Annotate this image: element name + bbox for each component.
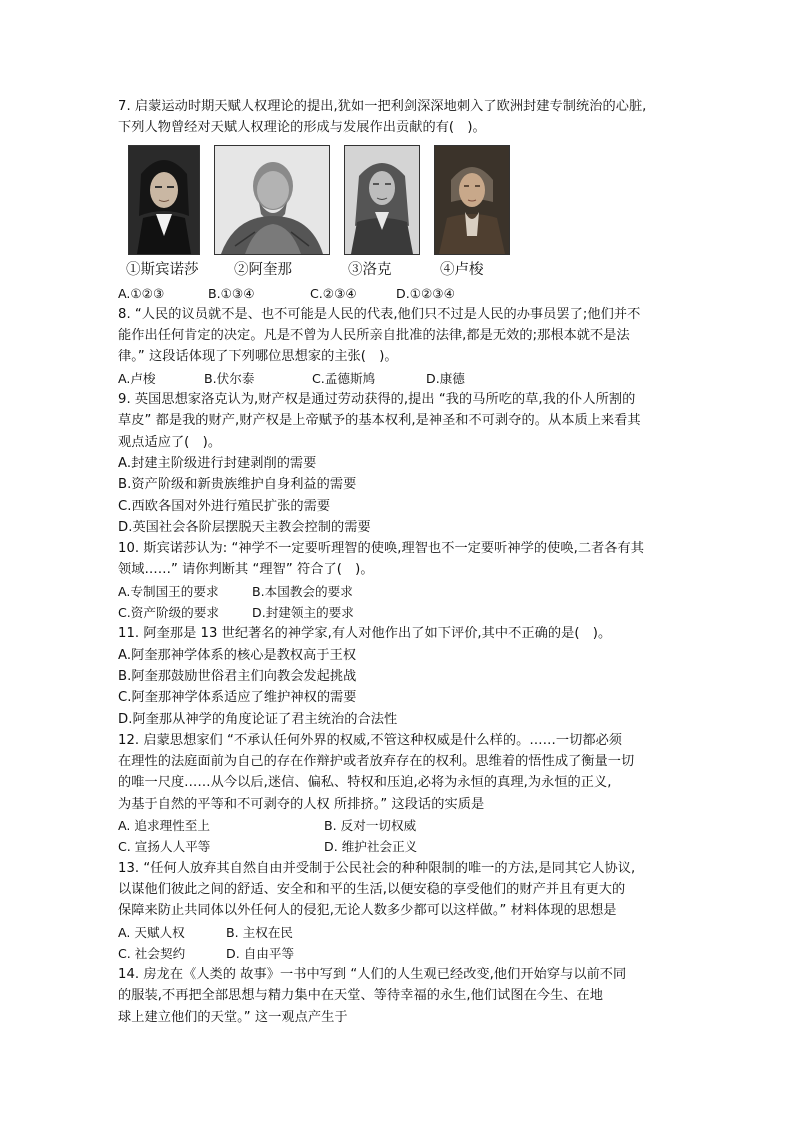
question-11 bbox=[118, 623, 688, 729]
option-a[interactable]: A.①②③ bbox=[118, 285, 165, 301]
question-12-stem-line: 在理性的法庭面前为自己的存在作辩护或者放弃存在的权利。思维着的悟性成了衡量一切 bbox=[118, 754, 635, 770]
question-14 bbox=[118, 964, 688, 1028]
question-9-stem-line: 观点适应了( )。 bbox=[118, 434, 222, 450]
option-a[interactable]: A.阿奎那神学体系的核心是教权高于王权 bbox=[118, 647, 357, 663]
question-12-stem-line: 的唯一尺度……从今以后,迷信、偏私、特权和压迫,必将为永恒的真理,为永恒的正义, bbox=[118, 775, 612, 791]
option-c[interactable]: C. 社会契约 bbox=[118, 945, 186, 961]
question-10-stem-line: 10. 斯宾诺莎认为: “神学不一定要听理智的使唤,理智也不一定要听神学的使唤,二者各有其 bbox=[118, 541, 645, 557]
option-b[interactable]: B.阿奎那鼓励世俗君主们向教会发起挑战 bbox=[118, 668, 357, 684]
portrait-spinoza bbox=[128, 145, 200, 255]
option-d[interactable]: D.封建领主的要求 bbox=[252, 605, 354, 621]
caption-spinoza: ①斯宾诺莎 bbox=[126, 261, 199, 278]
question-12-options-row bbox=[118, 815, 688, 836]
question-12-stem-line: 为基于自然的平等和不可剥夺的人权 所排挤。” 这段话的实质是 bbox=[118, 796, 485, 812]
question-13-stem-line: 保障来防止共同体以外任何人的侵犯,无论人数多少都可以这样做。” 材料体现的思想是 bbox=[118, 903, 617, 919]
question-13-stem-line: 13. “任何人放弃其自然自由并受制于公民社会的种种限制的唯一的方法,是同其它人协议, bbox=[118, 860, 636, 876]
option-b[interactable]: B. 反对一切权威 bbox=[324, 818, 417, 834]
question-7-stem-line: 下列人物曾经对天赋人权理论的形成与发展作出贡献的有( )。 bbox=[118, 120, 486, 136]
question-14-stem-line: 球上建立他们的天堂。” 这一观点产生于 bbox=[118, 1009, 348, 1025]
question-12 bbox=[118, 730, 688, 858]
question-7-stem-line: 7. 启蒙运动时期天赋人权理论的提出,犹如一把利剑深深地刺入了欧洲封建专制统治的心脏, bbox=[118, 99, 647, 114]
question-8-stem-line: 能作出任何肯定的决定。凡是不曾为人民所亲自批准的法律,都是无效的;那根本就不是法 bbox=[118, 328, 630, 344]
portrait-row bbox=[128, 145, 688, 257]
option-a[interactable]: A. 追求理性至上 bbox=[118, 818, 210, 834]
question-8-stem-line: 律。” 这段话体现了下列哪位思想家的主张( )。 bbox=[118, 349, 398, 365]
option-b[interactable]: B.资产阶级和新贵族维护自身利益的需要 bbox=[118, 477, 357, 493]
portrait-rousseau bbox=[434, 145, 510, 255]
exam-page bbox=[118, 96, 688, 1028]
option-d[interactable]: D.英国社会各阶层摆脱天主教会控制的需要 bbox=[118, 519, 371, 535]
question-13 bbox=[118, 858, 688, 964]
question-10-options-row bbox=[118, 581, 688, 602]
option-b[interactable]: B. 主权在民 bbox=[226, 924, 294, 940]
option-b[interactable]: B.伏尔泰 bbox=[204, 370, 255, 386]
portrait-locke bbox=[344, 145, 420, 255]
option-a[interactable]: A.封建主阶级进行封建剥削的需要 bbox=[118, 455, 317, 471]
option-c[interactable]: C.②③④ bbox=[310, 285, 357, 301]
question-7 bbox=[118, 96, 688, 304]
option-c[interactable]: C. 宣扬人人平等 bbox=[118, 839, 211, 855]
question-11-stem-line: 11. 阿奎那是 13 世纪著名的神学家,有人对他作出了如下评价,其中不正确的是( )。 bbox=[118, 626, 612, 642]
option-c[interactable]: C.阿奎那神学体系适应了维护神权的需要 bbox=[118, 690, 357, 706]
option-d[interactable]: D.①②③④ bbox=[396, 285, 455, 301]
question-9-stem-line: 草皮” 都是我的财产,财产权是上帝赋予的基本权利,是神圣和不可剥夺的。从本质上来看其 bbox=[118, 413, 641, 429]
question-10-options-row bbox=[118, 602, 688, 623]
question-8-options bbox=[118, 368, 688, 389]
question-7-options bbox=[118, 283, 688, 304]
question-14-stem-line: 14. 房龙在《人类的 故事》一书中写到 “人们的人生观已经改变,他们开始穿与以前不同 bbox=[118, 967, 627, 983]
portrait-aquinas bbox=[214, 145, 330, 255]
option-a[interactable]: A. 天赋人权 bbox=[118, 924, 185, 940]
question-9-stem-line: 9. 英国思想家洛克认为,财产权是通过劳动获得的,提出 “我的马所吃的草,我的仆人所割的 bbox=[118, 392, 636, 408]
portrait-captions bbox=[126, 257, 688, 283]
question-12-options-row bbox=[118, 836, 688, 857]
question-13-stem-line: 以谋他们彼此之间的舒适、安全和和平的生活,以便安稳的享受他们的财产并且有更大的 bbox=[118, 881, 626, 897]
option-b[interactable]: B.本国教会的要求 bbox=[252, 583, 353, 599]
option-b[interactable]: B.①③④ bbox=[208, 285, 255, 301]
option-a[interactable]: A.卢梭 bbox=[118, 370, 156, 386]
option-c[interactable]: C.资产阶级的要求 bbox=[118, 605, 219, 621]
question-8 bbox=[118, 304, 688, 389]
option-d[interactable]: D. 自由平等 bbox=[226, 945, 295, 961]
question-13-options-row bbox=[118, 943, 688, 964]
question-14-stem-line: 的服装,不再把全部思想与精力集中在天堂、等待幸福的永生,他们试图在今生、在地 bbox=[118, 988, 604, 1004]
option-d[interactable]: D.阿奎那从神学的角度论证了君主统治的合法性 bbox=[118, 711, 398, 727]
question-12-stem-line: 12. 启蒙思想家们 “不承认任何外界的权威,不管这种权威是什么样的。……一切都必须 bbox=[118, 732, 623, 748]
option-c[interactable]: C.西欧各国对外进行殖民扩张的需要 bbox=[118, 498, 331, 514]
option-d[interactable]: D.康德 bbox=[426, 370, 465, 386]
question-10-stem-line: 领域……” 请你判断其 “理智” 符合了( )。 bbox=[118, 562, 374, 578]
option-a[interactable]: A.专制国王的要求 bbox=[118, 583, 219, 599]
caption-aquinas: ②阿奎那 bbox=[234, 261, 292, 278]
caption-locke: ③洛克 bbox=[348, 261, 392, 278]
question-13-options-row bbox=[118, 922, 688, 943]
option-c[interactable]: C.孟德斯鸠 bbox=[312, 370, 376, 386]
question-8-stem-line: 8. “人民的议员就不是、也不可能是人民的代表,他们只不过是人民的办事员罢了;他们并不 bbox=[118, 306, 641, 322]
question-9 bbox=[118, 389, 688, 538]
caption-rousseau: ④卢梭 bbox=[440, 261, 484, 278]
question-10 bbox=[118, 538, 688, 623]
option-d[interactable]: D. 维护社会正义 bbox=[324, 839, 418, 855]
